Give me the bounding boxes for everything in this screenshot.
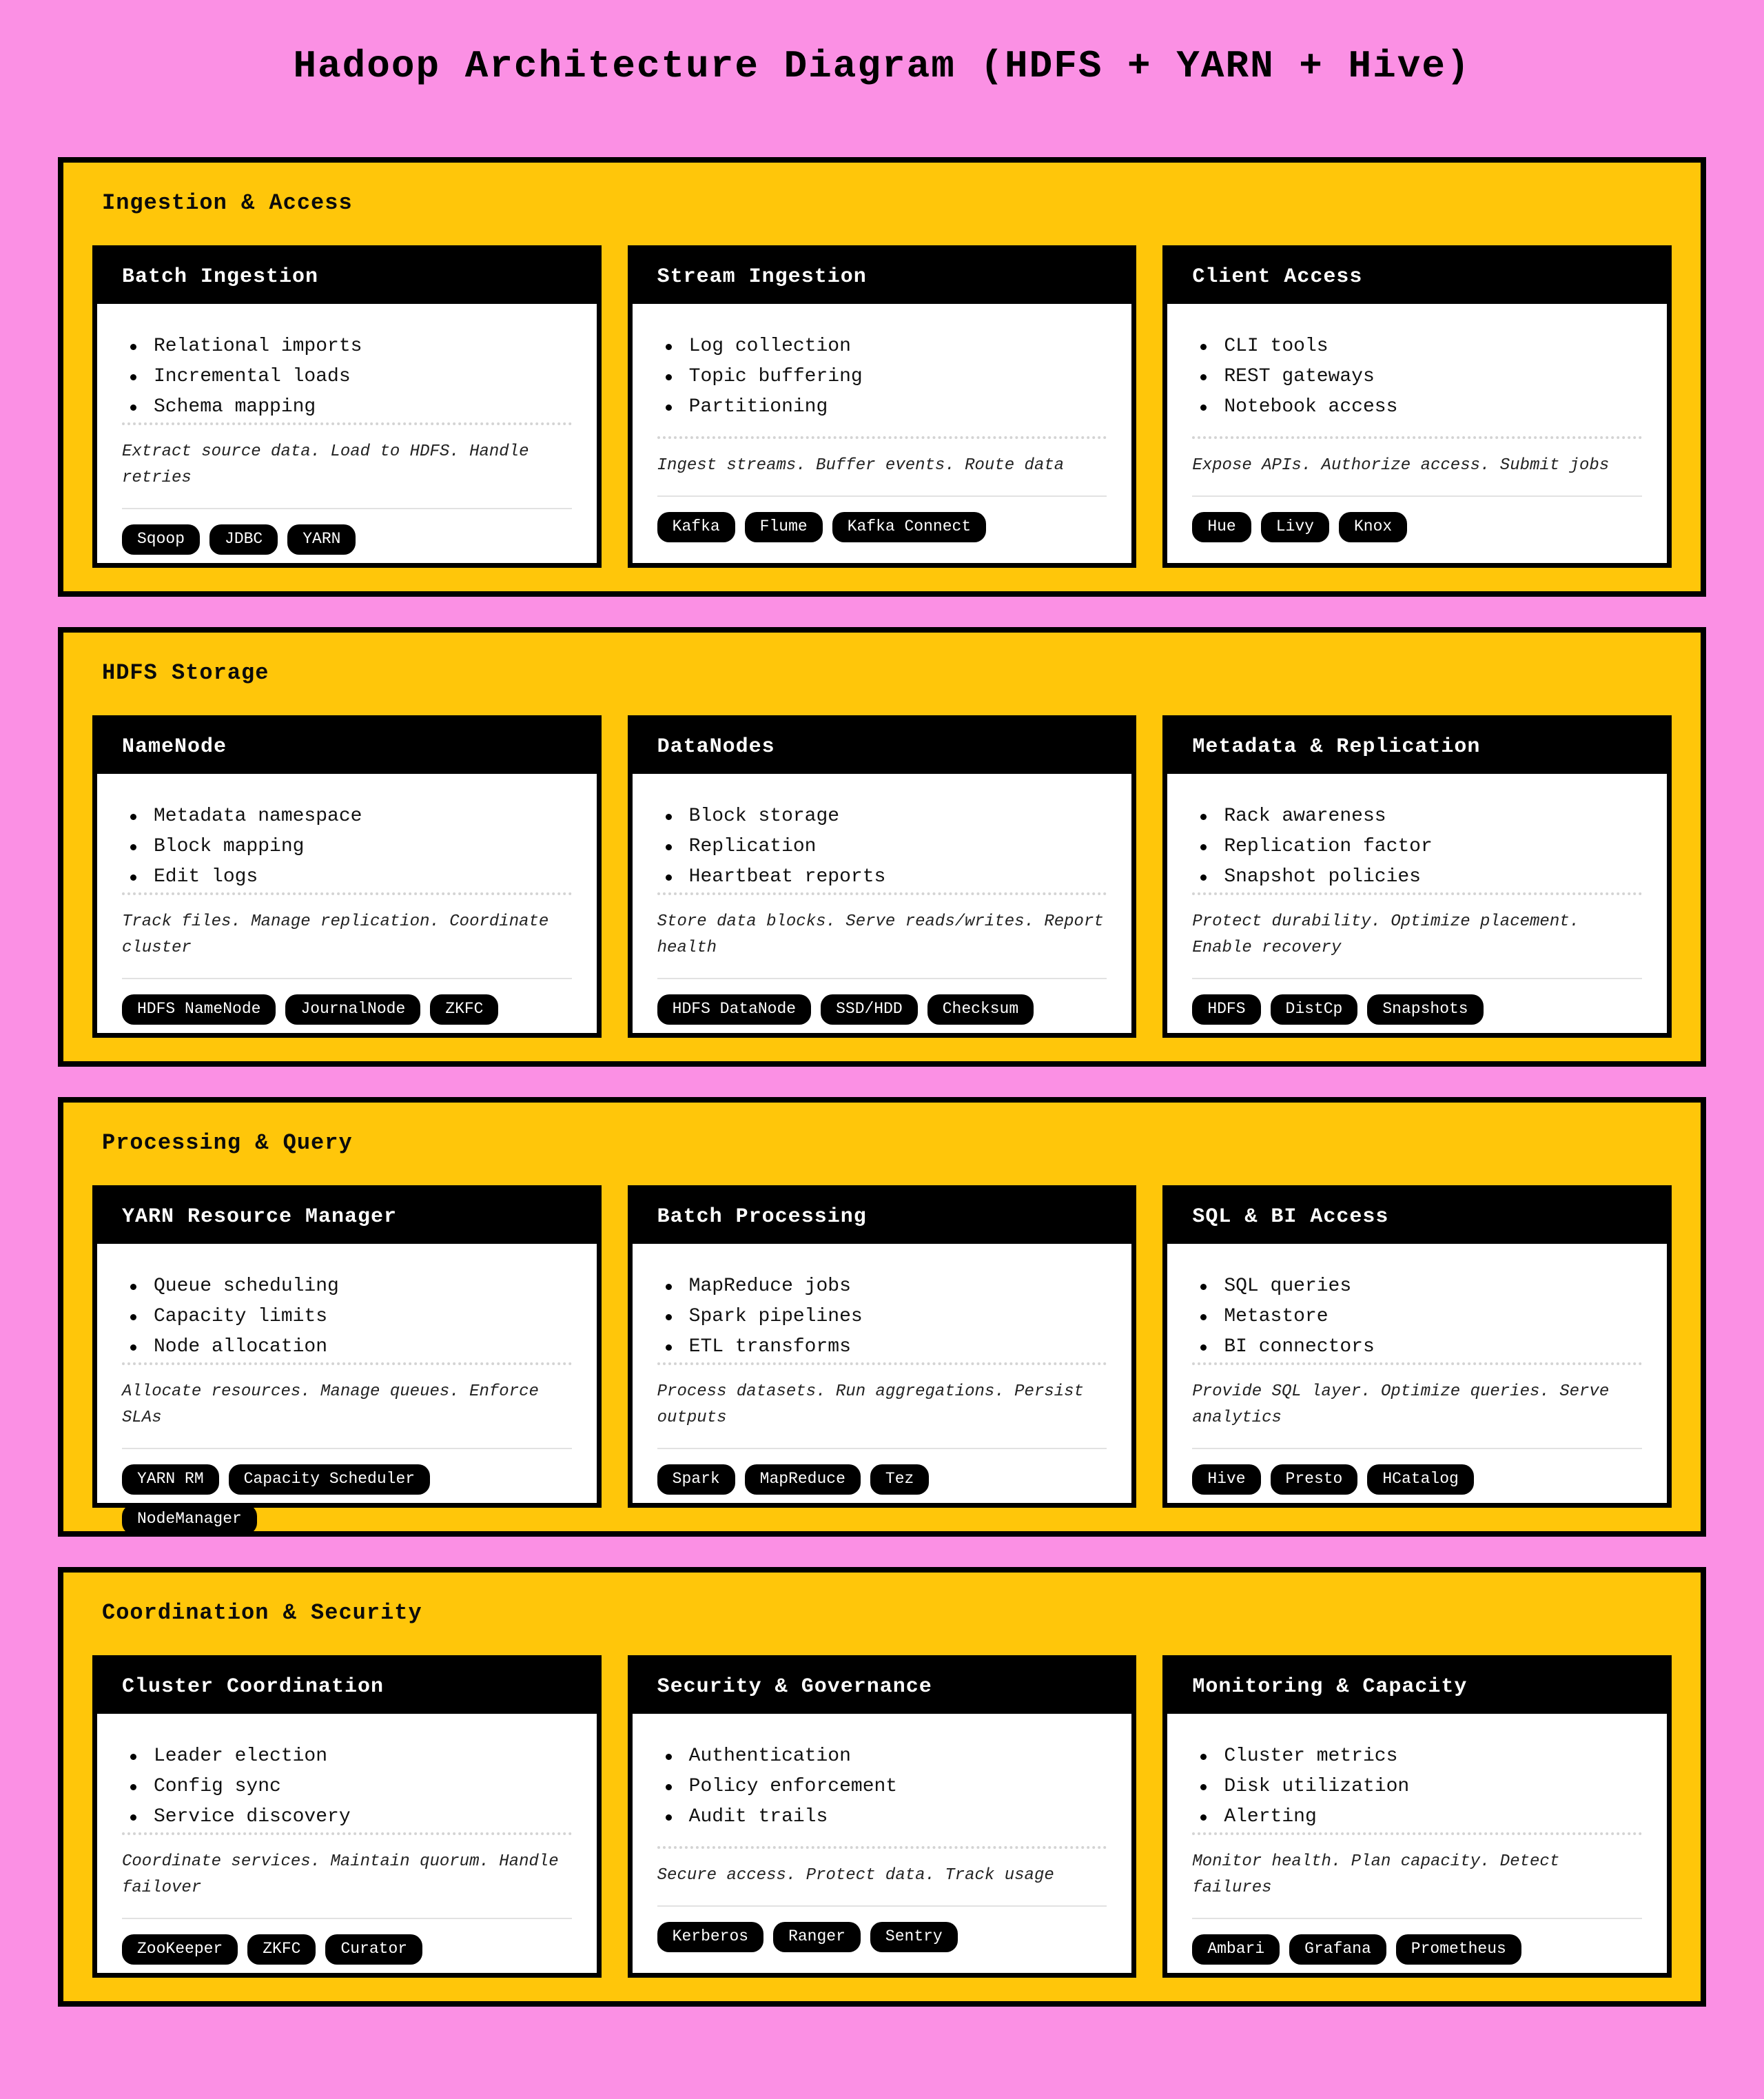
card-body — [97, 1244, 597, 1528]
card-grid — [92, 245, 1672, 568]
tag-pill: Prometheus — [1396, 1934, 1521, 1965]
section-title: HDFS Storage — [102, 660, 269, 686]
card-body — [1167, 1244, 1667, 1503]
tag-pill: DistCp — [1271, 994, 1358, 1025]
tag-pill: Grafana — [1289, 1934, 1386, 1965]
card-header — [633, 250, 1132, 304]
dotted-divider — [1192, 892, 1642, 895]
spacer — [657, 422, 1107, 436]
card-description: Secure access. Protect data. Track usage — [657, 1866, 1054, 1885]
card-yarn-resource-manager — [92, 1185, 602, 1528]
card-metadata-replication — [1162, 715, 1672, 1038]
solid-divider — [657, 1905, 1107, 1907]
dotted-divider — [1192, 1832, 1642, 1835]
card-body — [1167, 304, 1667, 563]
bullet-list — [657, 801, 1107, 892]
tag-pill: Flume — [745, 512, 823, 542]
card-description: Monitor health. Plan capacity. Detect failures — [1192, 1852, 1560, 1897]
card-batch-ingestion — [92, 245, 602, 568]
bullet-item: Relational imports — [122, 331, 572, 362]
spacer — [657, 1832, 1107, 1846]
card-title: DataNodes — [657, 735, 775, 759]
dotted-divider — [122, 1832, 572, 1835]
bullet-item: Node allocation — [122, 1332, 572, 1362]
bullet-item: Spark pipelines — [657, 1302, 1107, 1332]
tag-row — [122, 994, 572, 1025]
card-header — [1167, 1660, 1667, 1714]
tag-row — [1192, 1934, 1642, 1965]
tag-pill: Knox — [1339, 512, 1407, 542]
card-title: Client Access — [1192, 265, 1363, 289]
bullet-item: Edit logs — [122, 862, 572, 892]
card-grid — [92, 715, 1672, 1038]
tag-pill: ZKFC — [430, 994, 498, 1025]
bullet-list — [1192, 1741, 1642, 1832]
bullet-item: Schema mapping — [122, 392, 572, 422]
bullet-item: Block storage — [657, 801, 1107, 832]
section-hdfs-storage — [58, 627, 1706, 1067]
tag-pill: YARN RM — [122, 1464, 219, 1495]
card-security-governance — [628, 1655, 1137, 1978]
tag-pill: ZooKeeper — [122, 1934, 238, 1965]
bullet-list — [657, 1741, 1107, 1832]
card-header — [97, 1660, 597, 1714]
tag-pill: Livy — [1261, 512, 1329, 542]
dotted-divider — [1192, 1362, 1642, 1365]
card-description: Expose APIs. Authorize access. Submit jobs — [1192, 456, 1610, 475]
tag-pill: Curator — [325, 1934, 422, 1965]
section-title: Ingestion & Access — [102, 190, 353, 216]
tag-row — [657, 994, 1107, 1025]
card-body — [633, 774, 1132, 1033]
card-description: Track files. Manage replication. Coordinate cluster — [122, 912, 549, 957]
spacer — [1192, 422, 1642, 436]
page-title: Hadoop Architecture Diagram (HDFS + YARN + Hive) — [293, 44, 1471, 88]
card-body — [633, 1244, 1132, 1503]
solid-divider — [1192, 978, 1642, 979]
tag-row — [657, 1922, 1107, 1952]
bullet-list — [122, 1741, 572, 1832]
bullet-item: Leader election — [122, 1741, 572, 1772]
card-description: Protect durability. Optimize placement. Enable recovery — [1192, 912, 1580, 957]
tag-row — [657, 1464, 1107, 1495]
tag-pill: HDFS NameNode — [122, 994, 276, 1025]
card-description: Extract source data. Load to HDFS. Handle retries — [122, 442, 529, 487]
tag-pill: Ambari — [1192, 1934, 1280, 1965]
tag-pill: Snapshots — [1367, 994, 1483, 1025]
tag-pill: Kafka — [657, 512, 735, 542]
card-client-access — [1162, 245, 1672, 568]
dotted-divider — [657, 1362, 1107, 1365]
bullet-item: Alerting — [1192, 1802, 1642, 1832]
card-header — [97, 720, 597, 774]
tag-pill: Kerberos — [657, 1922, 763, 1952]
tag-row — [122, 1464, 572, 1535]
bullet-item: Capacity limits — [122, 1302, 572, 1332]
tag-pill: HDFS — [1192, 994, 1260, 1025]
tag-row — [657, 512, 1107, 542]
solid-divider — [657, 495, 1107, 497]
bullet-item: Snapshot policies — [1192, 862, 1642, 892]
section-coordination-security — [58, 1567, 1706, 2007]
solid-divider — [122, 1918, 572, 1919]
card-stream-ingestion — [628, 245, 1137, 568]
bullet-item: Topic buffering — [657, 362, 1107, 392]
bullet-list — [1192, 331, 1642, 422]
card-body — [97, 304, 597, 563]
bullet-item: CLI tools — [1192, 331, 1642, 362]
card-body — [633, 304, 1132, 563]
card-title: Metadata & Replication — [1192, 735, 1481, 759]
sections-container — [58, 157, 1706, 2042]
bullet-item: ETL transforms — [657, 1332, 1107, 1362]
card-title: SQL & BI Access — [1192, 1205, 1389, 1229]
card-body — [1167, 774, 1667, 1033]
bullet-list — [122, 1271, 572, 1362]
tag-pill: Tez — [870, 1464, 929, 1495]
bullet-list — [657, 331, 1107, 422]
bullet-item: SQL queries — [1192, 1271, 1642, 1302]
tag-pill: JDBC — [209, 524, 278, 555]
dotted-divider — [122, 1362, 572, 1365]
tag-row — [1192, 994, 1642, 1025]
tag-pill: Capacity Scheduler — [229, 1464, 430, 1495]
card-header — [633, 1190, 1132, 1244]
card-cluster-coordination — [92, 1655, 602, 1978]
card-body — [97, 1714, 597, 1973]
card-title: Batch Ingestion — [122, 265, 319, 289]
tag-pill: NodeManager — [122, 1504, 257, 1535]
bullet-item: Cluster metrics — [1192, 1741, 1642, 1772]
tag-row — [1192, 512, 1642, 542]
tag-pill: Ranger — [773, 1922, 861, 1952]
solid-divider — [122, 978, 572, 979]
tag-row — [122, 1934, 572, 1965]
bullet-item: Audit trails — [657, 1802, 1107, 1832]
bullet-list — [122, 331, 572, 422]
card-title: Monitoring & Capacity — [1192, 1675, 1468, 1699]
card-description: Provide SQL layer. Optimize queries. Serve analytics — [1192, 1382, 1610, 1427]
section-title: Processing & Query — [102, 1130, 353, 1156]
card-description: Ingest streams. Buffer events. Route data — [657, 456, 1065, 475]
dotted-divider — [1192, 436, 1642, 439]
card-grid — [92, 1185, 1672, 1528]
card-title: NameNode — [122, 735, 227, 759]
tag-pill: Sentry — [870, 1922, 958, 1952]
card-header — [633, 720, 1132, 774]
solid-divider — [1192, 1918, 1642, 1919]
card-title: Batch Processing — [657, 1205, 867, 1229]
bullet-item: Service discovery — [122, 1802, 572, 1832]
bullet-item: Authentication — [657, 1741, 1107, 1772]
bullet-item: Notebook access — [1192, 392, 1642, 422]
tag-pill: Kafka Connect — [832, 512, 986, 542]
bullet-item: Heartbeat reports — [657, 862, 1107, 892]
card-description: Process datasets. Run aggregations. Persist outputs — [657, 1382, 1084, 1427]
tag-pill: Spark — [657, 1464, 735, 1495]
bullet-item: Rack awareness — [1192, 801, 1642, 832]
bullet-list — [657, 1271, 1107, 1362]
card-title: YARN Resource Manager — [122, 1205, 398, 1229]
card-title: Stream Ingestion — [657, 265, 867, 289]
bullet-item: REST gateways — [1192, 362, 1642, 392]
section-processing-query — [58, 1097, 1706, 1537]
solid-divider — [122, 1448, 572, 1449]
bullet-list — [1192, 801, 1642, 892]
card-header — [1167, 1190, 1667, 1244]
bullet-item: Replication factor — [1192, 832, 1642, 862]
bullet-item: Policy enforcement — [657, 1772, 1107, 1802]
solid-divider — [1192, 495, 1642, 497]
bullet-item: Metastore — [1192, 1302, 1642, 1332]
bullet-item: MapReduce jobs — [657, 1271, 1107, 1302]
tag-pill: Presto — [1271, 1464, 1358, 1495]
dotted-divider — [122, 892, 572, 895]
tag-pill: YARN — [287, 524, 356, 555]
tag-pill: MapReduce — [745, 1464, 861, 1495]
card-title: Cluster Coordination — [122, 1675, 384, 1699]
solid-divider — [1192, 1448, 1642, 1449]
section-ingestion-access — [58, 157, 1706, 597]
bullet-item: Queue scheduling — [122, 1271, 572, 1302]
card-datanodes — [628, 715, 1137, 1038]
tag-pill: ZKFC — [247, 1934, 316, 1965]
tag-pill: Checksum — [927, 994, 1034, 1025]
tag-row — [1192, 1464, 1642, 1495]
bullet-item: BI connectors — [1192, 1332, 1642, 1362]
card-namenode — [92, 715, 602, 1038]
bullet-item: Partitioning — [657, 392, 1107, 422]
dotted-divider — [657, 892, 1107, 895]
bullet-list — [122, 801, 572, 892]
card-header — [1167, 720, 1667, 774]
solid-divider — [122, 508, 572, 509]
card-description: Coordinate services. Maintain quorum. Handle failover — [122, 1852, 559, 1897]
solid-divider — [657, 978, 1107, 979]
card-monitoring-capacity — [1162, 1655, 1672, 1978]
bullet-list — [1192, 1271, 1642, 1362]
tag-row — [122, 524, 572, 555]
card-body — [633, 1714, 1132, 1973]
bullet-item: Metadata namespace — [122, 801, 572, 832]
card-title: Security & Governance — [657, 1675, 932, 1699]
card-sql-bi-access — [1162, 1185, 1672, 1508]
bullet-item: Config sync — [122, 1772, 572, 1802]
card-header — [633, 1660, 1132, 1714]
tag-pill: Hive — [1192, 1464, 1260, 1495]
tag-pill: Hue — [1192, 512, 1251, 542]
section-title: Coordination & Security — [102, 1600, 422, 1626]
card-header — [97, 250, 597, 304]
card-header — [1167, 250, 1667, 304]
card-batch-processing — [628, 1185, 1137, 1508]
bullet-item: Log collection — [657, 331, 1107, 362]
dotted-divider — [122, 422, 572, 425]
card-description: Store data blocks. Serve reads/writes. Report health — [657, 912, 1104, 957]
dotted-divider — [657, 1846, 1107, 1849]
tag-pill: JournalNode — [285, 994, 420, 1025]
bullet-item: Disk utilization — [1192, 1772, 1642, 1802]
card-header — [97, 1190, 597, 1244]
solid-divider — [657, 1448, 1107, 1449]
card-body — [1167, 1714, 1667, 1973]
tag-pill: Sqoop — [122, 524, 200, 555]
card-body — [97, 774, 597, 1033]
bullet-item: Block mapping — [122, 832, 572, 862]
tag-pill: HCatalog — [1367, 1464, 1473, 1495]
bullet-item: Replication — [657, 832, 1107, 862]
dotted-divider — [657, 436, 1107, 439]
tag-pill: HDFS DataNode — [657, 994, 811, 1025]
card-grid — [92, 1655, 1672, 1978]
card-description: Allocate resources. Manage queues. Enforce SLAs — [122, 1382, 539, 1427]
bullet-item: Incremental loads — [122, 362, 572, 392]
tag-pill: SSD/HDD — [821, 994, 918, 1025]
